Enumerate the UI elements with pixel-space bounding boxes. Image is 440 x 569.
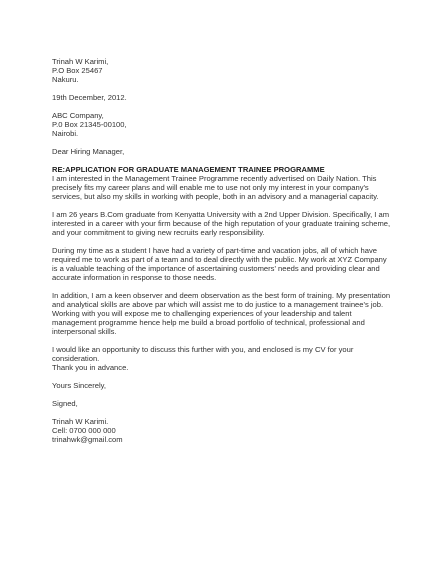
paragraph-line: precisely fits my career plans and will enable me to use not only my interest in your company's: [52, 183, 369, 192]
paragraph-line: management programme hence help me build a broad portfolio of technical, professional and: [52, 318, 365, 327]
paragraph-line: consideration.: [52, 354, 100, 363]
signature-block: [52, 417, 392, 444]
recipient-po-box: P.0 Box 21345-00100,: [52, 120, 127, 129]
paragraph-line: Working with you will expose me to challenging experiences of your leadership and talent: [52, 309, 352, 318]
signature-email: trinahwk@gmail.com: [52, 435, 123, 444]
paragraph: [52, 345, 392, 372]
paragraph: [52, 291, 392, 336]
letter-body: [52, 57, 392, 444]
signature-cell: Cell: 0700 000 000: [52, 426, 116, 435]
paragraph-line: accurate information in response to those needs.: [52, 273, 217, 282]
sender-name: Trinah W Karimi,: [52, 57, 109, 66]
paragraph-line: During my time as a student I have had a variety of part-time and vacation jobs, all of which have: [52, 246, 378, 255]
recipient-company: ABC Company,: [52, 111, 104, 120]
paragraph-line: In addition, I am a keen observer and deem observation as the best form of training. My presentation: [52, 291, 391, 300]
paragraph-line: I am 26 years B.Com graduate from Kenyatta University with a 2nd Upper Division. Specifically, I am: [52, 210, 390, 219]
paragraph-line: I am interested in the Management Trainee Programme recently advertised on Daily Nation. This: [52, 174, 377, 183]
paragraph-line: I would like an opportunity to discuss this further with you, and enclosed is my CV for your: [52, 345, 354, 354]
signed-label: Signed,: [52, 399, 78, 408]
sender-town: Nakuru.: [52, 75, 79, 84]
paragraph: [52, 246, 392, 282]
recipient-town: Nairobi.: [52, 129, 79, 138]
paragraph-line: interpersonal skills.: [52, 327, 117, 336]
closing: Yours Sincerely,: [52, 381, 107, 390]
paragraph-line: required me to work as part of a team and to deal directly with the public. My work at XYZ Company: [52, 255, 387, 264]
paragraph-line: and your commitment to giving new recruits early responsibility.: [52, 228, 265, 237]
subject-line: RE:APPLICATION FOR GRADUATE MANAGEMENT TRAINEE PROGRAMME: [52, 165, 325, 174]
recipient-address: [52, 111, 392, 138]
letter-date: 19th December, 2012.: [52, 93, 127, 102]
paragraph-line: services, but also my skills in working with people, both in an advisory and a managerial capacity.: [52, 192, 379, 201]
paragraph: [52, 210, 392, 237]
paragraph-line: is a valuable teaching of the importance of ascertaining customers' needs and providing clear and: [52, 264, 380, 273]
paragraph: [52, 174, 392, 201]
salutation: Dear Hiring Manager,: [52, 147, 125, 156]
paragraph-line: interested in a career with your firm because of the high reputation of your graduate training scheme,: [52, 219, 391, 228]
sender-po-box: P.O Box 25467: [52, 66, 103, 75]
paragraph-line: Thank you in advance.: [52, 363, 129, 372]
paragraph-line: and analytical skills are above par which will assist me to do justice to a management trainee's job.: [52, 300, 384, 309]
sender-address: [52, 57, 392, 84]
signature-name: Trinah W Karimi.: [52, 417, 109, 426]
